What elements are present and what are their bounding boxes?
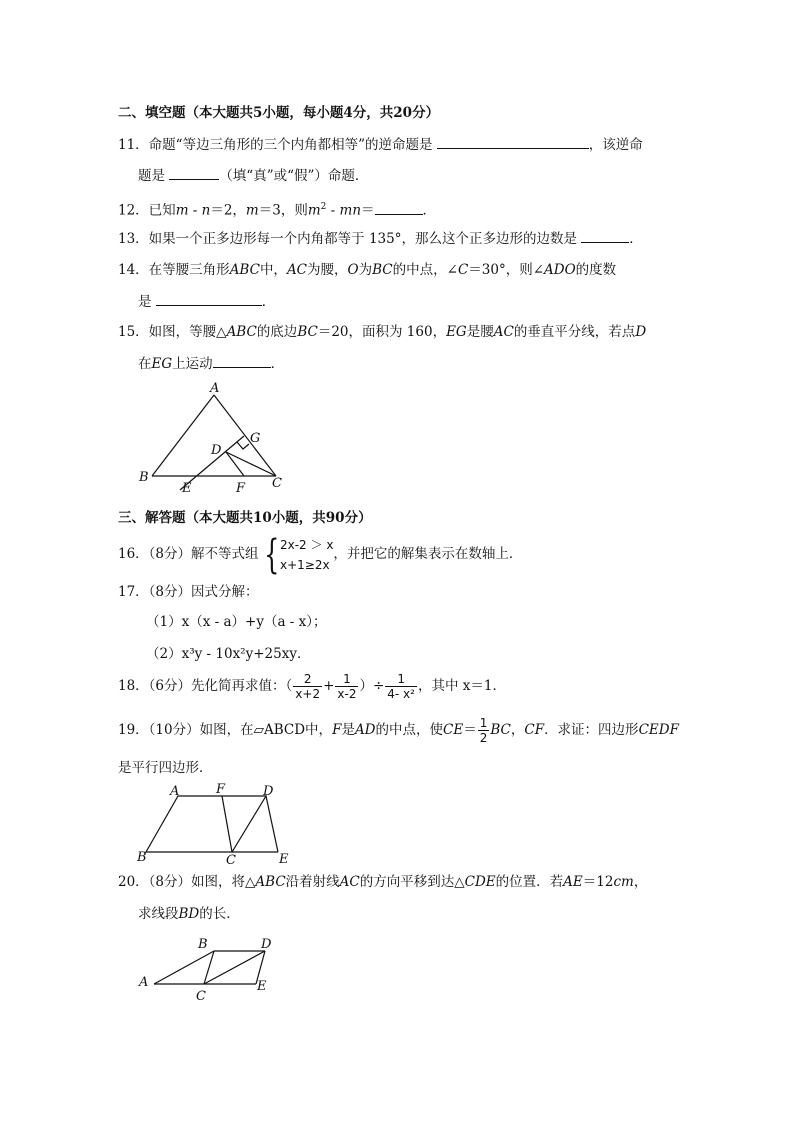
side-ac [214, 395, 276, 476]
q15-d: 是腰 [466, 324, 494, 340]
q12-num: 12．已知 [118, 202, 176, 219]
fig19-label-e: E [279, 852, 289, 867]
q20-abc: ABC [255, 874, 286, 890]
q20-line2-b: 的长． [199, 906, 240, 922]
q14-line2: 是 [138, 294, 152, 310]
q19-ad: AD [354, 722, 376, 738]
q14-blank[interactable] [156, 291, 262, 306]
q14-a: 14．在等腰三角形 [118, 262, 230, 278]
q20-line2-a: 求线段 [138, 906, 179, 922]
fig15-label-c: C [272, 476, 282, 491]
q11-blank-2[interactable] [169, 165, 219, 180]
q16-prefix: 16．（8分）解不等式组 [118, 546, 259, 562]
q14-b: 中， [259, 262, 287, 278]
q16-row2: x+1≥2x [279, 557, 330, 572]
question-15-line2 [138, 353, 284, 374]
q12-f: - [326, 202, 340, 219]
fraction-2: $\frac{1}{x-2}$ [337, 672, 357, 701]
question-20-line2 [138, 904, 240, 924]
q15-bc: BC [297, 324, 318, 340]
q18-plus: + [323, 678, 335, 694]
q20-cm: cm [613, 874, 634, 890]
q16-row1: 2x-2 ＞ x [279, 537, 334, 552]
question-14-line1 [118, 260, 616, 280]
q15-b: 的底边 [256, 324, 298, 340]
q13-blank[interactable] [581, 228, 629, 243]
q13-text: 13．如果一个正多边形每一个内角都等于 135°，那么这个正多边形的边数是 [118, 231, 577, 247]
q14-d: 为 [358, 262, 373, 278]
q18-suffix: ，其中 x＝1． [417, 678, 506, 694]
q14-angle-c: C [457, 262, 469, 278]
question-16 [118, 532, 522, 576]
q11-line2-text: 题是 [138, 168, 165, 184]
figure-15-triangle [130, 380, 300, 495]
q11-text: 11．命题“等边三角形的三个内角都相等”的逆命题是 [118, 137, 433, 153]
fig15-label-f: F [236, 481, 246, 495]
question-17-part2: （2）x³y - 10x²y+25xy． [146, 646, 311, 662]
q12-end: ． [422, 202, 437, 219]
q19-cf: CF [524, 722, 545, 738]
fig20-label-d: D [261, 937, 272, 952]
fig20-label-a: A [139, 975, 149, 990]
q18-prefix: 18．（6分）先化简再求值：（ [118, 678, 293, 694]
right-angle-mark [237, 442, 249, 449]
segment-df [226, 452, 244, 476]
q19-e: ．求证：四边形 [544, 722, 639, 738]
q14-c: 为腰， [307, 262, 348, 278]
q20-a: 20．（8分）如图，将△ [118, 874, 256, 890]
q14-o: O [347, 262, 359, 278]
q15-line2-b: 上运动 [172, 356, 213, 372]
q15-ac: AC [493, 324, 514, 340]
q20-e: ＝12 [582, 874, 614, 890]
question-11-line2 [138, 165, 368, 186]
q18-mid: ）÷ [359, 678, 385, 694]
q14-g: 的度数 [575, 262, 617, 278]
q20-ac: AC [339, 874, 360, 890]
q12-blank[interactable] [375, 200, 423, 215]
q15-line2-a: 在 [138, 356, 152, 372]
section-3-heading: 三、解答题（本大题共10小题，共90分） [118, 510, 372, 526]
q15-eg2: EG [151, 356, 173, 372]
question-18 [118, 668, 506, 704]
q15-a: 15．如图，等腰△ [118, 324, 227, 340]
q15-blank[interactable] [213, 353, 271, 368]
q19-bc: BC [490, 722, 511, 738]
fig19-label-c: C [226, 853, 236, 868]
fig20-label-e: E [257, 979, 267, 994]
q19-a: 19．（10分）如图，在▱ABCD中， [118, 722, 333, 738]
q12-g: mn [339, 202, 362, 219]
q19-b: 是 [341, 722, 355, 738]
q19-ce: CE [443, 722, 464, 738]
q14-bc: BC [372, 262, 393, 278]
fig19-label-d: D [263, 784, 274, 799]
q19-d: ， [510, 722, 525, 738]
question-14-line2 [138, 291, 275, 312]
q11-line2-end: （填“真”或“假”）命题． [219, 168, 369, 184]
q15-eg: EG [446, 324, 467, 340]
q19-cedf: CEDF [638, 722, 679, 738]
q12-d: ＝3，则 [258, 202, 308, 219]
q15-point-d: D [635, 324, 647, 340]
q20-bd: BD [178, 906, 200, 922]
question-11-line1 [118, 134, 643, 155]
q20-cde: CDE [464, 874, 496, 890]
question-12 [118, 197, 436, 221]
q19-c: 的中点，使 [375, 722, 444, 738]
q11-text-end: ，该逆命 [588, 137, 643, 153]
q14-line2-end: ． [261, 294, 276, 310]
question-15-line1 [118, 322, 646, 342]
q14-ado: ADO [544, 262, 576, 278]
q14-f: ＝30°，则∠ [468, 262, 545, 278]
q15-abc: ABC [226, 324, 257, 340]
q13-end: ． [629, 231, 643, 247]
q12-h: ＝ [361, 202, 375, 219]
fig15-label-a: A [210, 381, 220, 396]
segment-cd [204, 951, 265, 984]
segment-dc [226, 452, 276, 476]
parallelogram-abcd [146, 796, 266, 852]
fig19-label-f: F [216, 782, 226, 797]
fig20-label-b: B [198, 937, 208, 952]
fig15-label-e: E [182, 481, 192, 495]
q19-f: F [332, 722, 342, 738]
q14-e: 的中点，∠ [392, 262, 458, 278]
question-20-line1 [118, 872, 647, 892]
question-17-part1: （1）x（x - a）+y（a - x）； [146, 614, 327, 630]
q12-c: m [245, 202, 259, 219]
fig20-label-c: C [196, 989, 206, 1004]
figure-20-translation [132, 930, 282, 1005]
fig15-label-b: B [139, 470, 149, 485]
section-2-heading: 二、填空题（本大题共5小题，每小题4分，共20分） [118, 105, 440, 121]
q12-b: ＝2， [210, 202, 246, 219]
q20-c: 的方向平移到达△ [359, 874, 465, 890]
q14-abc: ABC [229, 262, 260, 278]
q15-e: 的垂直平分线，若点 [513, 324, 636, 340]
question-17-title: 17．（8分）因式分解： [118, 584, 259, 600]
fraction-half: $\frac{1}{2}$ [479, 716, 488, 745]
q20-ae: AE [563, 874, 583, 890]
segment-ed [266, 796, 278, 852]
q20-f: ， [633, 874, 648, 890]
fig15-label-d: D [211, 443, 222, 458]
q12-e: m [307, 202, 321, 219]
question-19-line2: 是平行四边形． [118, 760, 213, 776]
q15-c: ＝20，面积为 160， [317, 324, 447, 340]
question-13 [118, 228, 643, 249]
q19-eq: ＝ [463, 722, 477, 738]
q15-line2-end: ． [270, 356, 285, 372]
q11-blank-1[interactable] [437, 134, 589, 149]
question-19-line1 [118, 712, 679, 748]
q12-sup: 2 [320, 202, 327, 212]
q14-ac: AC [286, 262, 308, 278]
q12-expr-a: m - n [175, 202, 211, 219]
inequality-system [259, 531, 334, 578]
brace-icon: { [263, 531, 279, 578]
fraction-3: $\frac{1}{\text{4- x²}}$ [387, 672, 415, 701]
fraction-1: $\frac{2}{x+2}$ [295, 672, 321, 701]
q20-d: 的位置．若 [495, 874, 564, 890]
q20-b: 沿着射线 [285, 874, 340, 890]
side-ab [152, 395, 214, 476]
fig19-label-a: A [170, 784, 180, 799]
fig19-label-b: B [137, 850, 147, 865]
segment-fc [222, 796, 232, 852]
fig15-label-g: G [250, 431, 261, 446]
figure-19-parallelogram [132, 782, 302, 868]
q16-suffix: ，并把它的解集表示在数轴上． [333, 546, 523, 562]
